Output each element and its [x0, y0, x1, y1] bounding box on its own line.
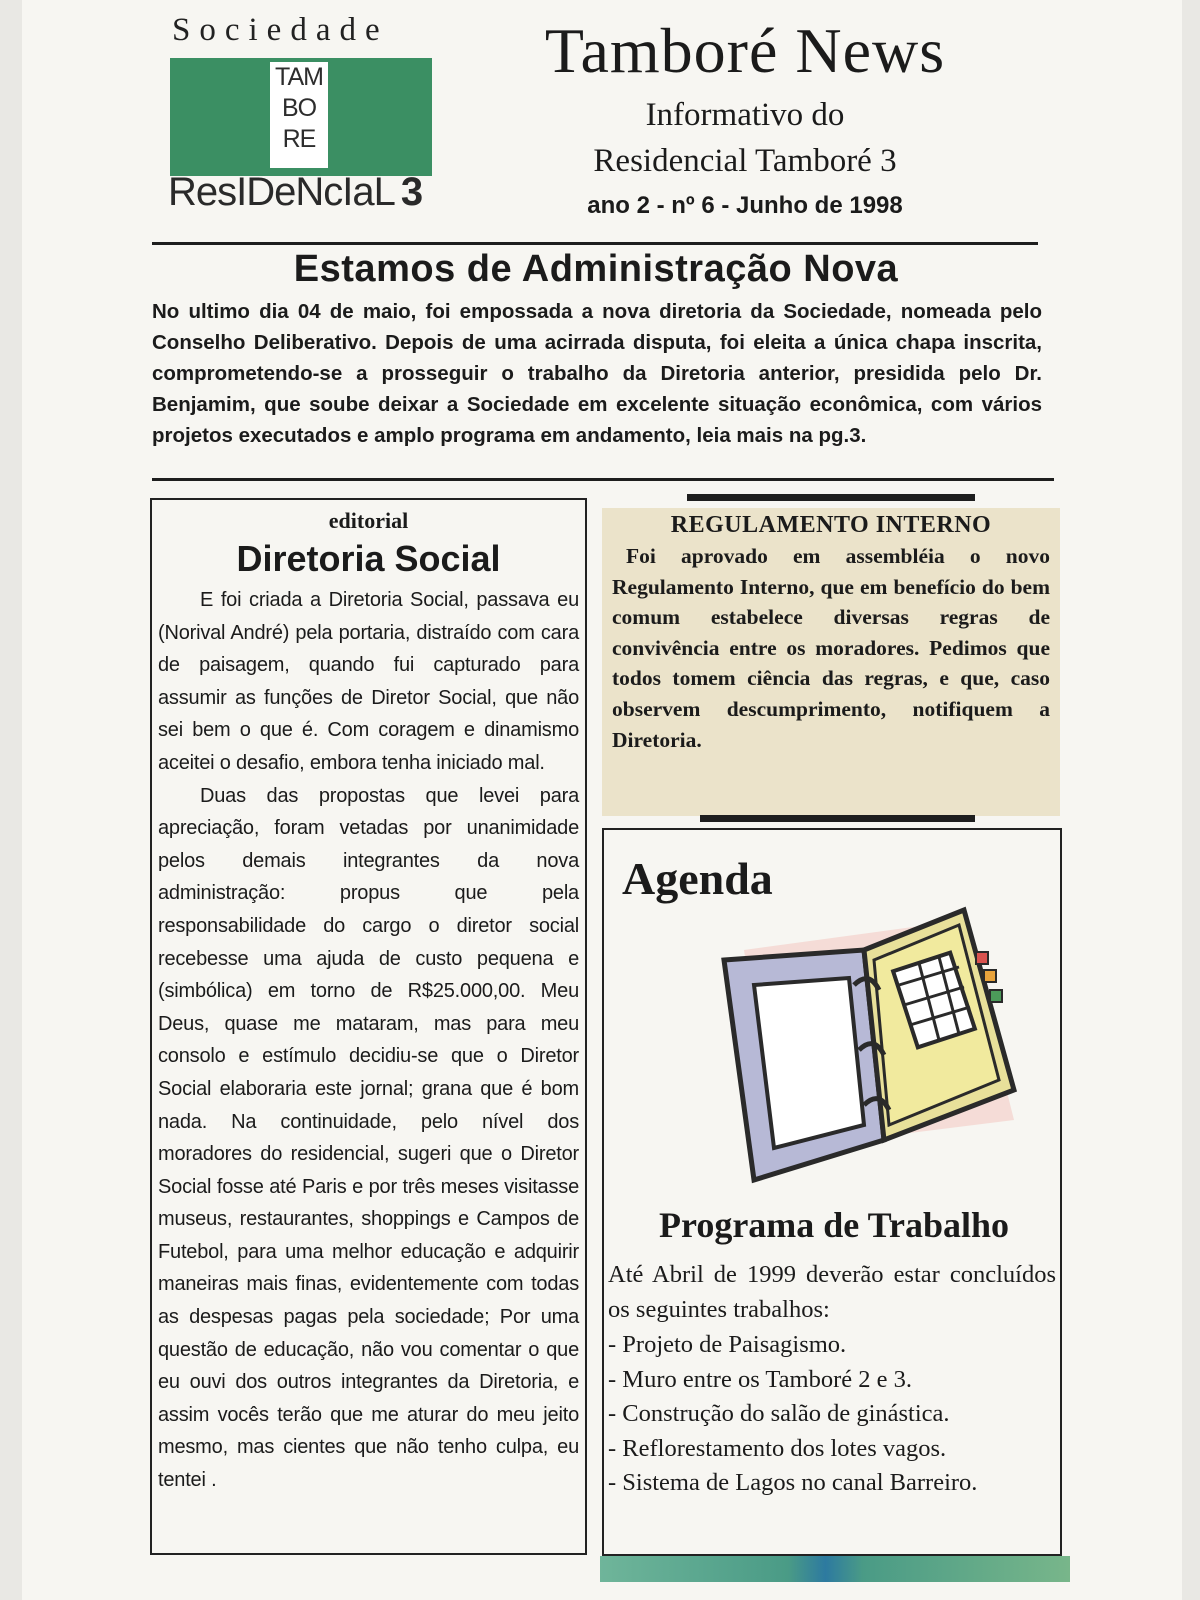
logo-top-text: Sociedade: [172, 12, 389, 48]
editorial-kicker: editorial: [328, 508, 409, 533]
masthead: [495, 14, 995, 220]
agenda-bar: [700, 815, 975, 822]
editorial-box: [150, 498, 587, 1555]
logo-mark-line: RE: [282, 125, 316, 153]
lead-rule: [152, 478, 1054, 481]
editorial-body: [158, 584, 579, 1497]
newsletter-title: Tamboré News: [544, 15, 946, 86]
logo-mark-line: TAM: [275, 63, 323, 91]
issue-info: ano 2 - nº 6 - Junho de 1998: [587, 192, 903, 219]
regulamento-box: [602, 508, 1060, 816]
program-list: [608, 1328, 1058, 1501]
agenda-title: Agenda: [622, 853, 773, 904]
regulamento-bar: [687, 494, 975, 501]
newsletter-subtitle-2: Residencial Tamboré 3: [593, 143, 897, 179]
editorial-paragraph: Duas das propostas que levei para apreciação, foram vetadas por unanimidade pelos demais integrantes da nova administração: propus que pela responsabilidade do cargo o diretor social recebesse uma ajuda de custo pequena e (simbólica) em torno de R$25.000,00. Meu Deus, quase me mataram, mas para meu consolo e estímulo decidiu-se que o Diretor Social elaboraria este jornal; grana que é bom nada. Na continuidade, pelo nível dos moradores do residencial, sugeri que o Diretor Social fosse até Paris e por três meses visitasse museus, restaurantes, shoppings e Campos de Futebol, para uma melhor educação e adquirir maneiras mais finas, evidentemente com todas as despesas pagas pela sociedade; Por uma questão de educação, não vou comentar o que eu ouvi dos outros integrantes da Diretoria, e assim vocês terão que me aturar do meu jeito mesmo, mas cientes que não tenho culpa, eu tentei .: [158, 784, 579, 1492]
lead-body: No ultimo dia 04 de maio, foi empossada a nova diretoria da Sociedade, nomeada pelo Conselho Deliberativo. Depois de uma acirrada disputa, foi eleita a única chapa inscrita, comprometendo-se a prosseguir o trabalho da Diretoria anterior, presidida pelo Dr. Benjamim, que soube deixar a Sociedade em excelente situação econômica, com vários projetos executados e amplo programa em andamento, leia mais na pg.3.: [152, 300, 1042, 447]
regulamento-body: [612, 541, 1050, 755]
agenda-book-icon: [714, 890, 1044, 1190]
program-item: - Muro entre os Tamboré 2 e 3.: [608, 1365, 913, 1393]
masthead-rule: [152, 242, 1038, 245]
program-item: - Projeto de Paisagismo.: [608, 1331, 847, 1358]
logo-bottom-text: [168, 170, 422, 215]
regulamento-title: REGULAMENTO INTERNO: [670, 512, 992, 538]
logo-residencial: ResIDeNcIaL: [168, 170, 395, 214]
logo-number: 3: [400, 170, 423, 214]
program-item: - Sistema de Lagos no canal Barreiro.: [608, 1469, 978, 1496]
agenda-box: [602, 828, 1062, 1556]
editorial-paragraph: E foi criada a Diretoria Social, passava eu (Norival André) pela portaria, distraído com cara de paisagem, quando fui capturado para assumir as funções de Diretor Social, que não sei bem o que é. Com coragem e dinamismo aceitei o desafio, embora tenha iniciado mal.: [158, 589, 579, 774]
logo-mark: [270, 62, 328, 168]
regulamento-text: Foi aprovado em assembléia o novo Regulamento Interno, que em benefício do bem comum estabelece diversas regras de convivência entre os moradores. Pedimos que todos tomem ciência das regras, e que, caso observem descumprimento, notifiquem a Diretoria.: [612, 544, 1050, 752]
newsletter-subtitle-1: Informativo do: [645, 97, 845, 133]
program-intro: Até Abril de 1999 deverão estar concluídos os seguintes trabalhos:: [608, 1261, 1056, 1323]
logo-mark-line: BO: [281, 94, 317, 122]
program-item: - Reflorestamento dos lotes vagos.: [608, 1434, 947, 1462]
decorative-footer-band: [600, 1556, 1070, 1582]
program-item: - Construção do salão de ginástica.: [608, 1400, 950, 1427]
program-title: Programa de Trabalho: [659, 1205, 1009, 1245]
editorial-title: Diretoria Social: [236, 538, 501, 579]
lead-headline: Estamos de Administração Nova: [293, 248, 899, 290]
